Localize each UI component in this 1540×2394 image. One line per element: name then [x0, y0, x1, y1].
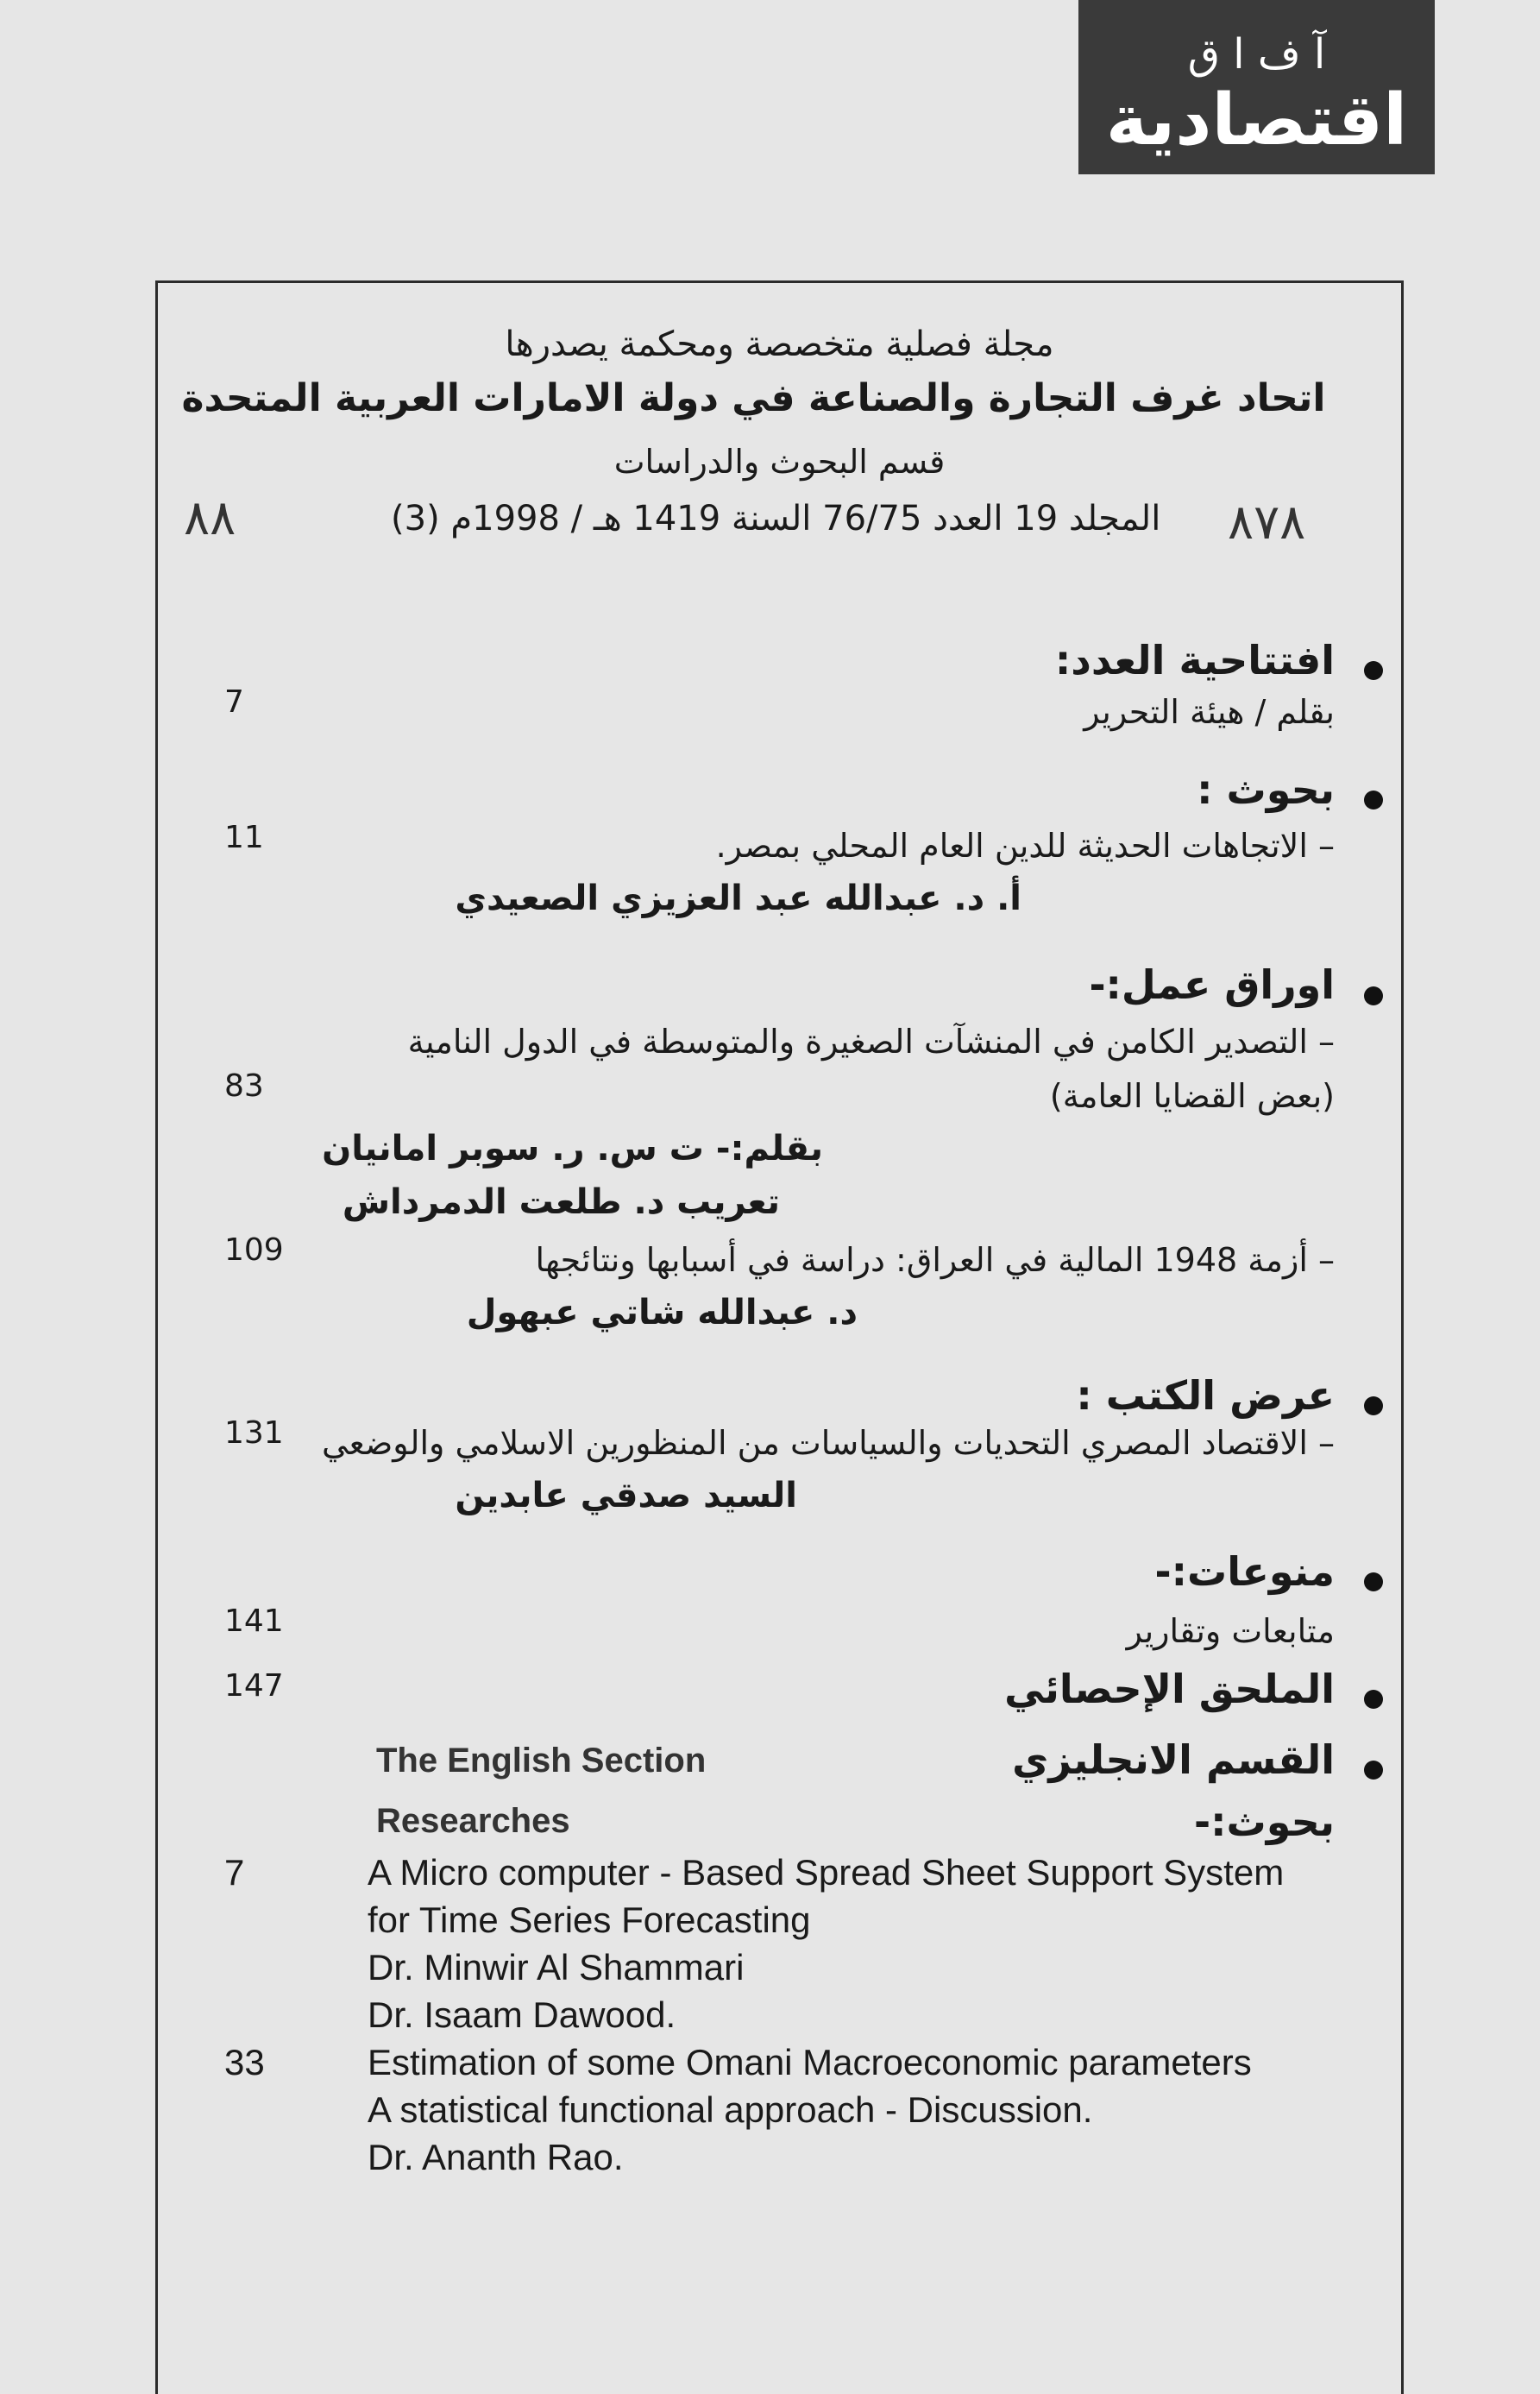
book-author: السيد صدقي عابدين	[455, 1476, 797, 1515]
stats-page: 147	[224, 1668, 284, 1704]
department-name: قسم البحوث والدراسات	[613, 443, 946, 481]
section-books-title: عرض الكتب :	[1076, 1372, 1335, 1419]
masthead-line1: آ ف ا ق	[1187, 30, 1326, 79]
section-misc-title: منوعات:-	[1154, 1548, 1335, 1595]
bullet-icon	[1364, 1761, 1383, 1780]
misc-item: متابعات وتقارير	[1126, 1612, 1335, 1650]
english-entry1-line3: Dr. Minwir Al Shammari	[368, 1947, 745, 1988]
handwritten-number-left: ٨٨	[184, 490, 236, 546]
research-item: – الاتجاهات الحديثة للدين العام المحلي بمصر.	[715, 827, 1335, 865]
researches-label: Researches	[376, 1802, 570, 1840]
section-english-title-en: The English Section	[376, 1742, 707, 1780]
english-entry2-line2: A statistical functional approach - Discussion.	[368, 2089, 1093, 2130]
paper1-title-line2: (بعض القضايا العامة)	[1049, 1077, 1335, 1115]
issue-info: المجلد 19 العدد 76/75 السنة 1419 هـ / 1998م (3)	[391, 499, 1161, 539]
masthead-logo	[1078, 0, 1435, 174]
english-entry1-line1: A Micro computer - Based Spread Sheet Support System	[368, 1852, 1285, 1893]
editorial-page: 7	[224, 684, 244, 720]
paper1-author: بقلم:- ت س. ر. سوبر امانيان	[322, 1129, 823, 1169]
book-title: – الاقتصاد المصري التحديات والسياسات من المنظورين الاسلامي والوضعي	[321, 1424, 1335, 1462]
section-english-title: القسم الانجليزي	[1012, 1736, 1335, 1783]
researches-label-ar: بحوث:-	[1194, 1799, 1335, 1845]
paper2-author: د. عبدالله شاتي عبهول	[466, 1293, 858, 1332]
handwritten-number-right: ٨٧٨	[1228, 495, 1306, 551]
english-entry1-line2: for Time Series Forecasting	[368, 1899, 811, 1940]
publisher-line: مجلة فصلية متخصصة ومحكمة يصدرها	[505, 324, 1054, 364]
research-author: أ. د. عبدالله عبد العزيزي الصعيدي	[455, 879, 1021, 918]
masthead-line2: اقتصادية	[1105, 79, 1408, 161]
bullet-icon	[1364, 1396, 1383, 1415]
bullet-icon	[1364, 661, 1383, 680]
english-entry2-page: 33	[224, 2042, 265, 2082]
paper2-title: – أزمة 1948 المالية في العراق: دراسة في أسبابها ونتائجها	[535, 1241, 1335, 1279]
paper1-translator: تعريب د. طلعت الدمرداش	[342, 1182, 780, 1222]
bullet-icon	[1364, 1690, 1383, 1709]
english-entry2-line3: Dr. Ananth Rao.	[368, 2137, 624, 2177]
editorial-item: بقلم / هيئة التحرير	[1084, 693, 1335, 731]
book-page: 131	[224, 1415, 284, 1451]
section-papers-title: اوراق عمل:-	[1089, 961, 1335, 1008]
paper1-title-line1: – التصدير الكامن في المنشآت الصغيرة والمتوسطة في الدول النامية	[407, 1023, 1335, 1061]
contents-frame	[155, 280, 1404, 2394]
paper1-page: 83	[224, 1068, 264, 1104]
english-entry1-line4: Dr. Isaam Dawood.	[368, 1994, 676, 2035]
federation-name: اتحاد غرف التجارة والصناعة في دولة الامارات العربية المتحدة	[181, 376, 1326, 420]
english-entry2-line1: Estimation of some Omani Macroeconomic parameters	[368, 2042, 1252, 2082]
misc-page: 141	[224, 1603, 284, 1639]
bullet-icon	[1364, 986, 1383, 1005]
section-research-title: بحوث :	[1197, 766, 1335, 813]
section-stats-title: الملحق الإحصائي	[1004, 1666, 1335, 1712]
bullet-icon	[1364, 1572, 1383, 1591]
paper2-page: 109	[224, 1232, 284, 1268]
english-entry1-page: 7	[224, 1852, 245, 1893]
research-page: 11	[224, 820, 264, 855]
bullet-icon	[1364, 791, 1383, 810]
section-editorial-title: افتتاحية العدد:	[1054, 637, 1335, 684]
